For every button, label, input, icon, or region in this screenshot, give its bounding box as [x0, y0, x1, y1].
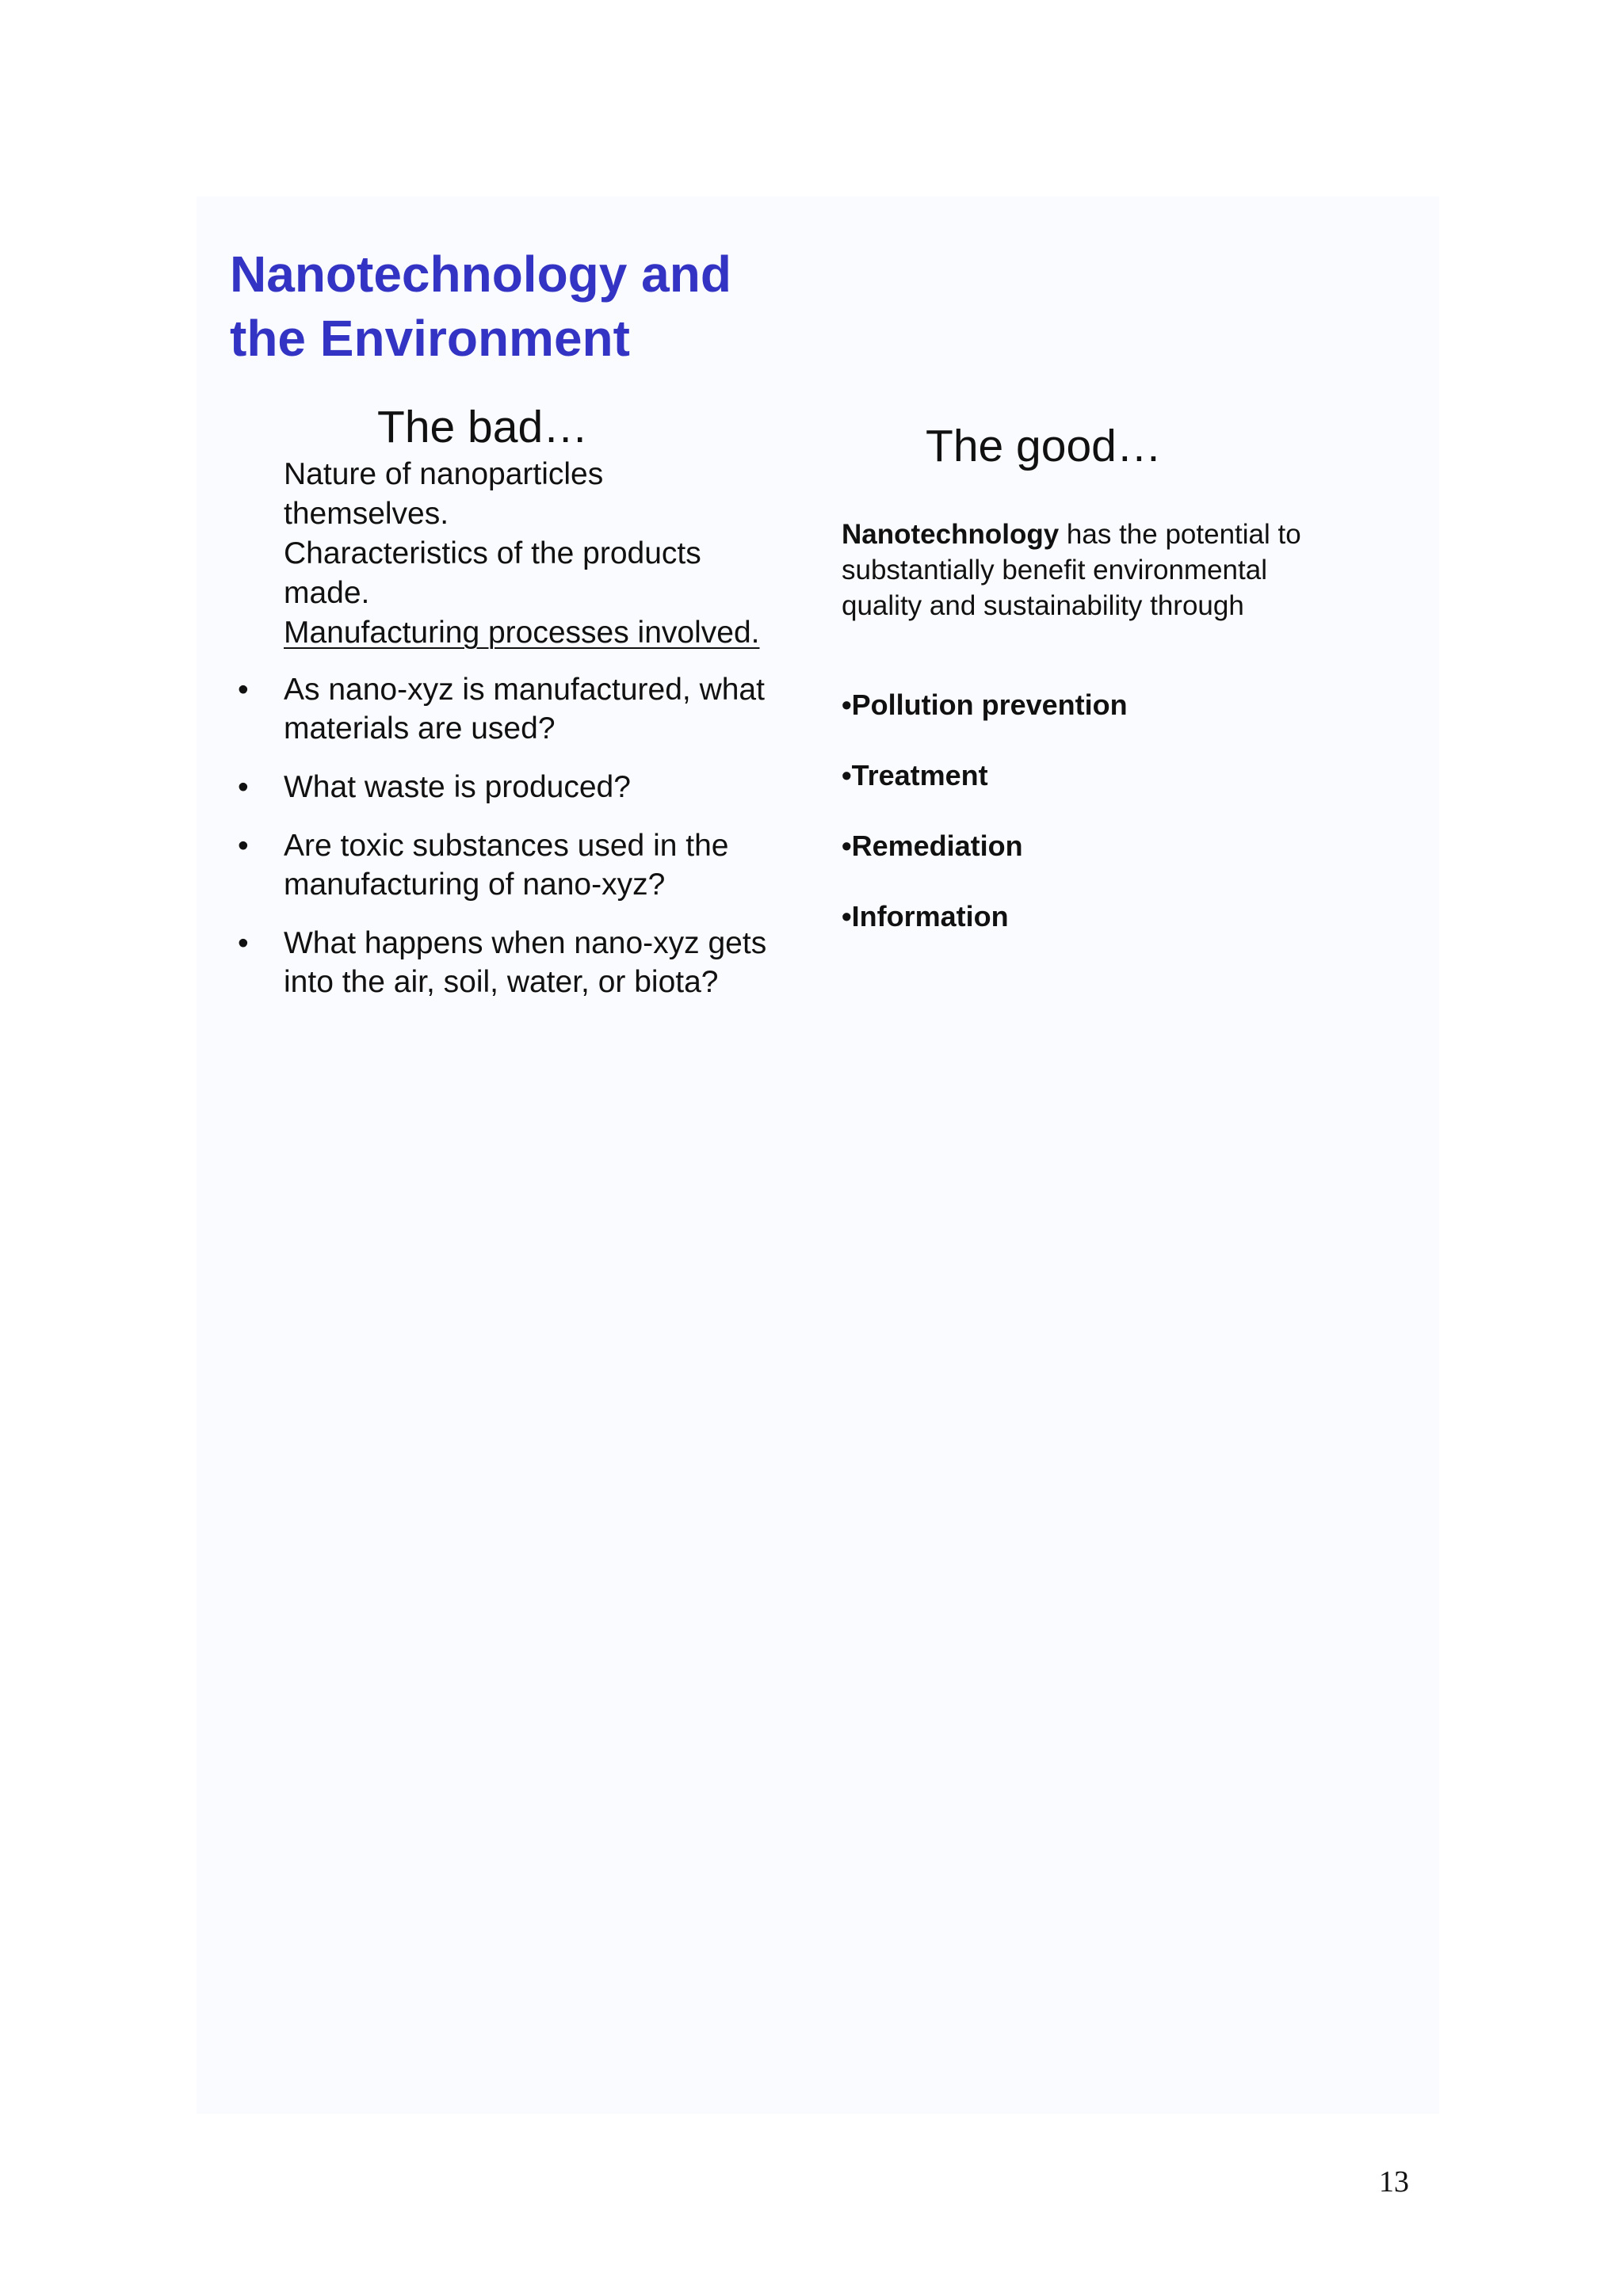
bullet-dot-icon: • [238, 829, 249, 863]
bullet-dot-icon: • [238, 926, 249, 960]
good-list-item: •Remediation [842, 830, 1023, 862]
good-heading: The good… [926, 421, 1162, 471]
page-number: 13 [1379, 2165, 1409, 2199]
bad-bullet-item [238, 924, 808, 1001]
good-intro-bold: Nanotechnology [842, 519, 1060, 550]
slide-title [230, 242, 943, 371]
bad-bullet-item [238, 826, 808, 904]
bad-intro-underlined-line: Manufacturing processes involved. [284, 616, 760, 650]
good-list-item: •Pollution prevention [842, 688, 1128, 721]
bad-bullet-text: As nano-xyz is manufactured, what materials are used? [284, 673, 765, 746]
bad-bullet-item [238, 768, 808, 807]
bad-heading: The bad… [377, 402, 589, 452]
bullet-dot-icon: • [238, 770, 249, 804]
good-list [842, 688, 1349, 970]
slide [197, 196, 1439, 2114]
bad-intro-line: made. [284, 576, 370, 610]
bad-intro-line: themselves. [284, 497, 449, 531]
bad-bullet-text: What waste is produced? [284, 770, 631, 804]
bad-intro-line: Characteristics of the products [284, 536, 701, 570]
good-list-item: •Information [842, 900, 1009, 933]
bad-intro [284, 455, 791, 653]
slide-title-line-1: Nanotechnology and [230, 246, 731, 303]
bullet-dot-icon: • [238, 673, 249, 707]
good-intro [842, 517, 1349, 624]
good-intro-text: has the potential to substantially benefit environmental quality and sustainability through [842, 519, 1301, 621]
bad-bullet-list [238, 670, 808, 1021]
bad-intro-line: Nature of nanoparticles [284, 457, 604, 491]
slide-title-line-2: the Environment [230, 310, 630, 367]
good-list-item: •Treatment [842, 759, 988, 791]
bad-bullet-text: What happens when nano-xyz gets into the air, soil, water, or biota? [284, 926, 767, 999]
bad-bullet-text: Are toxic substances used in the manufacturing of nano-xyz? [284, 829, 729, 902]
bad-bullet-item [238, 670, 808, 748]
